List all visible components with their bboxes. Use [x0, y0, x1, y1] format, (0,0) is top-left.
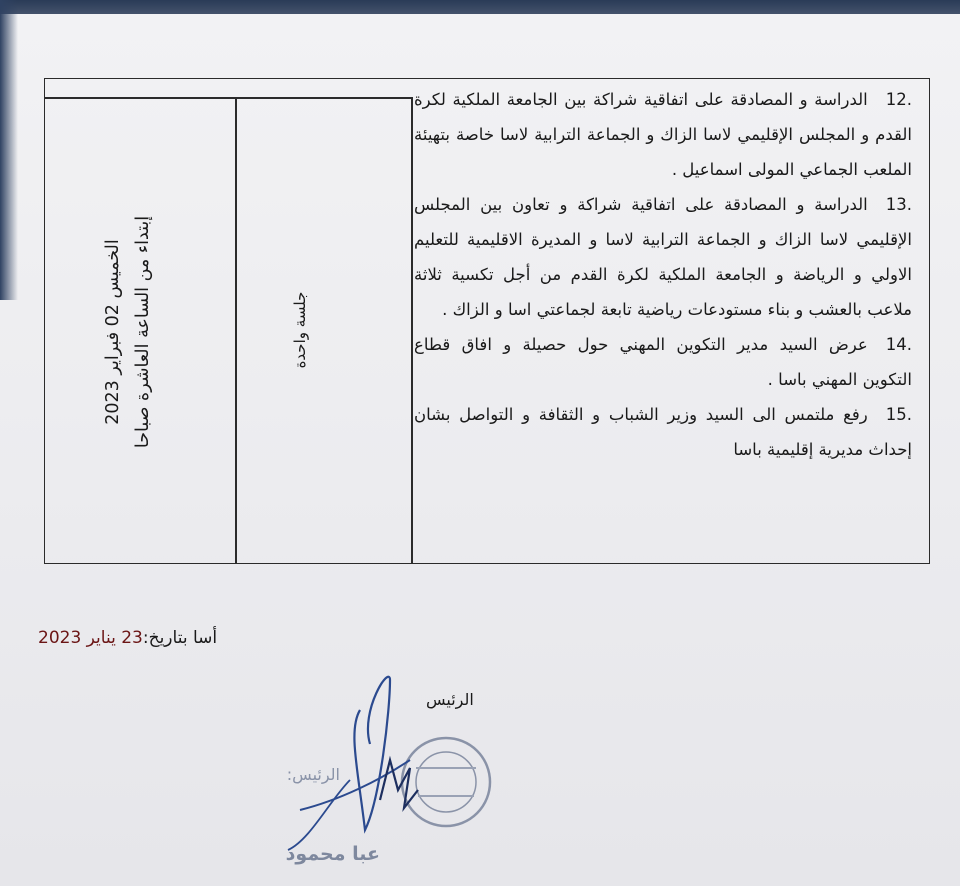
meeting-date-cell	[98, 216, 158, 448]
place-date	[38, 628, 217, 648]
stamp-title: الرئيس:	[286, 765, 340, 784]
place-date-value: 23 يناير 2023	[38, 628, 143, 648]
table-rule-session	[235, 97, 411, 99]
agenda-item-text: الدراسة و المصادقة على اتفاقية شراكة و تعاون بين المجلس الإقليمي لاسا الزاك و الجماعة الترابية لاسا و المديرة الاقليمية للتعليم الاولي و الرياضة و الجامعة الملكية لكرة القدم من أجل تكسية ثلاثة ملاعب بالعشب و بناء مستودعات رياضية تابعة لجماعتي اسا و الزاك .	[414, 195, 912, 319]
agenda-item-number: 14.	[885, 335, 912, 354]
agenda-item-number: 15.	[885, 405, 912, 424]
agenda-item	[414, 82, 912, 187]
agenda-item-text: رفع ملتمس الى السيد وزير الشباب و الثقافة و التواصل بشان إحداث مديرية إقليمية باسا	[414, 405, 912, 459]
signature-stamp-icon	[240, 650, 520, 886]
agenda-item-number: 12.	[885, 90, 912, 109]
meeting-date-line: الخميس 02 فبراير 2023	[103, 239, 123, 425]
stamp-name: عبا محمود	[285, 843, 380, 865]
table-divider-session	[411, 97, 413, 563]
agenda-item-text: الدراسة و المصادقة على اتفاقية شراكة بين الجامعة الملكية لكرة القدم و المجلس الإقليمي لاسا الزاك و الجماعة الترابية لاسا خاصة بتهيئة الملعب الجماعي المولى اسماعيل .	[414, 90, 912, 179]
table-divider-date	[235, 97, 237, 563]
background-strip-left	[0, 0, 18, 300]
background-strip-top	[0, 0, 960, 14]
agenda-items	[414, 82, 912, 467]
agenda-item	[414, 327, 912, 397]
meeting-time-line: إبتداء من الساعة العاشرة صباحا	[133, 215, 153, 449]
agenda-item-text: عرض السيد مدير التكوين المهني حول حصيلة و افاق قطاع التكوين المهني باسا .	[414, 335, 912, 389]
signatory-title: الرئيس	[426, 690, 474, 709]
agenda-item-number: 13.	[885, 195, 912, 214]
session-cell: جلسة واحدة	[291, 291, 309, 369]
place-date-label: أسا بتاريخ:	[142, 628, 218, 648]
agenda-item	[414, 187, 912, 327]
table-rule-date	[45, 97, 235, 99]
agenda-item	[414, 397, 912, 467]
